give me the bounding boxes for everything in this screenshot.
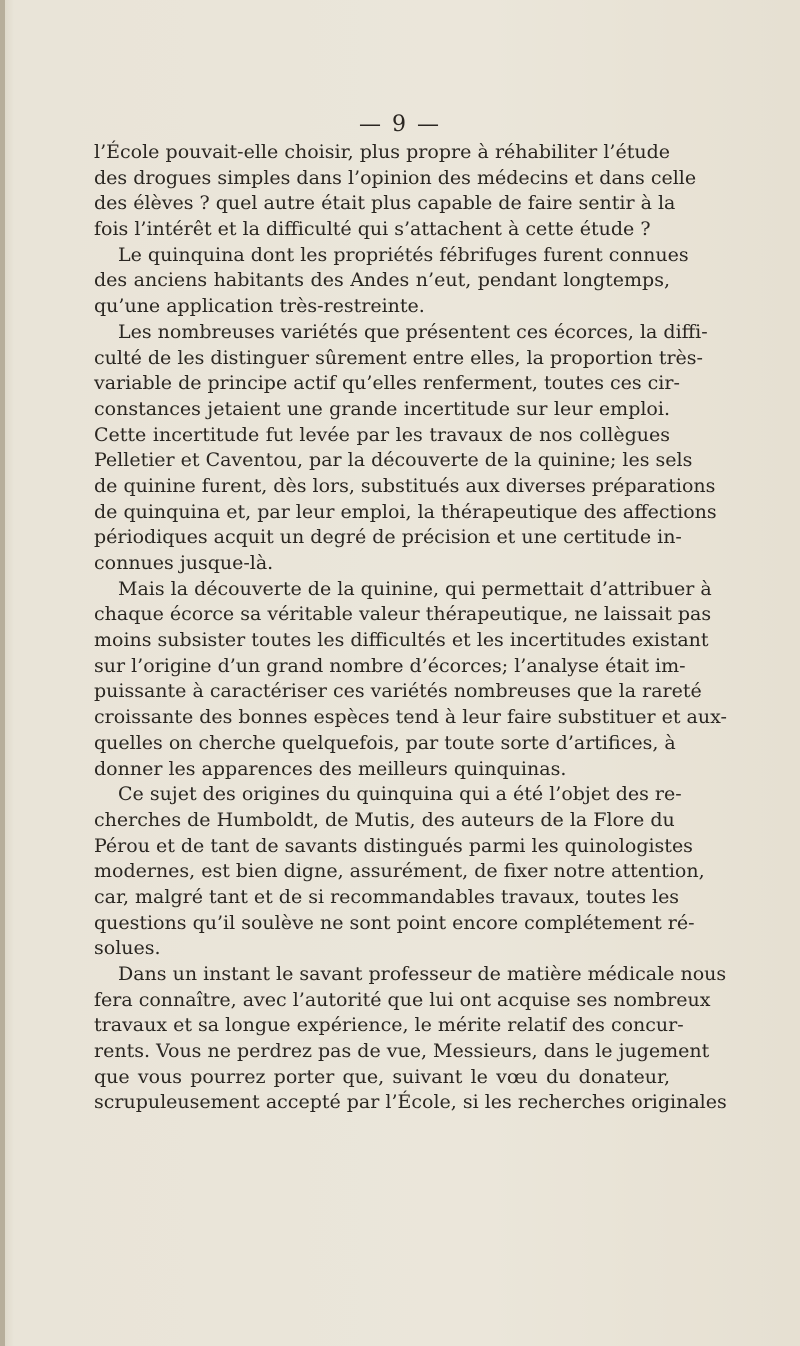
text-line: scrupuleusement accepté par l’École, si les recherches originales xyxy=(94,1091,727,1114)
page-number: — 9 — xyxy=(359,112,441,137)
text-line: travaux et sa longue expérience, le mérite relatif des concur- xyxy=(94,1014,684,1037)
text-line: des drogues simples dans l’opinion des médecins et dans celle xyxy=(94,166,697,189)
text-line: périodiques acquit un degré de précision et une certitude in- xyxy=(94,526,682,549)
text-line: des élèves ? quel autre était plus capable de faire sentir à la xyxy=(94,192,676,215)
text-line: connues jusque-là. xyxy=(94,552,274,574)
text-line: de quinine furent, dès lors, substitués aux diverses préparations xyxy=(94,474,716,497)
text-line: modernes, est bien digne, assurément, de fixer notre attention, xyxy=(94,860,705,883)
text-line: donner les apparences des meilleurs quinquinas. xyxy=(94,757,567,780)
text-line: Cette incertitude fut levée par les travaux de nos collègues xyxy=(94,423,670,446)
body-text xyxy=(94,140,727,1116)
paragraph xyxy=(94,577,727,783)
paragraph xyxy=(94,962,727,1116)
text-line: croissante des bonnes espèces tend à leur faire substituer et aux- xyxy=(94,706,727,729)
text-line: sur l’origine d’un grand nombre d’écorces; l’analyse était im- xyxy=(94,654,686,677)
paragraph xyxy=(94,140,697,243)
text-line: Pelletier et Caventou, par la découverte de la quinine; les sels xyxy=(94,449,693,472)
text-line: fera connaître, avec l’autorité que lui ont acquise ses nombreux xyxy=(94,988,711,1011)
text-line: Dans un instant le savant professeur de matière médicale nous xyxy=(118,963,727,985)
text-line: de quinquina et, par leur emploi, la thérapeutique des affections xyxy=(94,500,717,523)
paragraph xyxy=(94,320,717,577)
paragraph xyxy=(94,782,705,962)
text-line: Mais la découverte de la quinine, qui permettait d’attribuer à xyxy=(118,577,712,600)
text-line: que vous pourrez porter que, suivant le vœu du donateur, xyxy=(94,1065,670,1088)
text-line: Ce sujet des origines du quinquina qui a été l’objet des re- xyxy=(118,783,682,806)
paragraph xyxy=(94,243,689,320)
text-line: fois l’intérêt et la difficulté qui s’attachent à cette étude ? xyxy=(94,218,651,241)
text-line: Pérou et de tant de savants distingués parmi les quinologistes xyxy=(94,834,693,857)
text-line: chaque écorce sa véritable valeur thérapeutique, ne laissait pas xyxy=(94,603,712,626)
text-line: quelles on cherche quelquefois, par toute sorte d’artifices, à xyxy=(94,731,676,754)
text-line: rents. Vous ne perdrez pas de vue, Messieurs, dans le jugement xyxy=(94,1040,710,1063)
text-line: Les nombreuses variétés que présentent ces écorces, la diffi- xyxy=(118,320,708,343)
text-line: Le quinquina dont les propriétés fébrifuges furent connues xyxy=(118,243,689,266)
text-line: qu’une application très-restreinte. xyxy=(94,295,425,318)
page-spine-edge xyxy=(0,0,5,1346)
text-line: des anciens habitants des Andes n’eut, pendant longtemps, xyxy=(94,269,670,292)
text-line: constances jetaient une grande incertitude sur leur emploi. xyxy=(94,397,670,420)
text-line: questions qu’il soulève ne sont point encore complétement ré- xyxy=(94,911,695,934)
text-line: solues. xyxy=(94,937,161,960)
text-line: moins subsister toutes les difficultés et les incertitudes existant xyxy=(94,629,709,652)
text-line: cherches de Humboldt, de Mutis, des auteurs de la Flore du xyxy=(94,808,675,831)
text-line: culté de les distinguer sûrement entre elles, la proportion très- xyxy=(94,346,703,369)
text-line: car, malgré tant et de si recommandables travaux, toutes les xyxy=(94,885,680,908)
text-line: l’École pouvait-elle choisir, plus propre à réhabiliter l’étude xyxy=(94,141,670,163)
text-line: puissante à caractériser ces variétés nombreuses que la rareté xyxy=(94,680,702,703)
text-line: variable de principe actif qu’elles renferment, toutes ces cir- xyxy=(94,372,680,395)
